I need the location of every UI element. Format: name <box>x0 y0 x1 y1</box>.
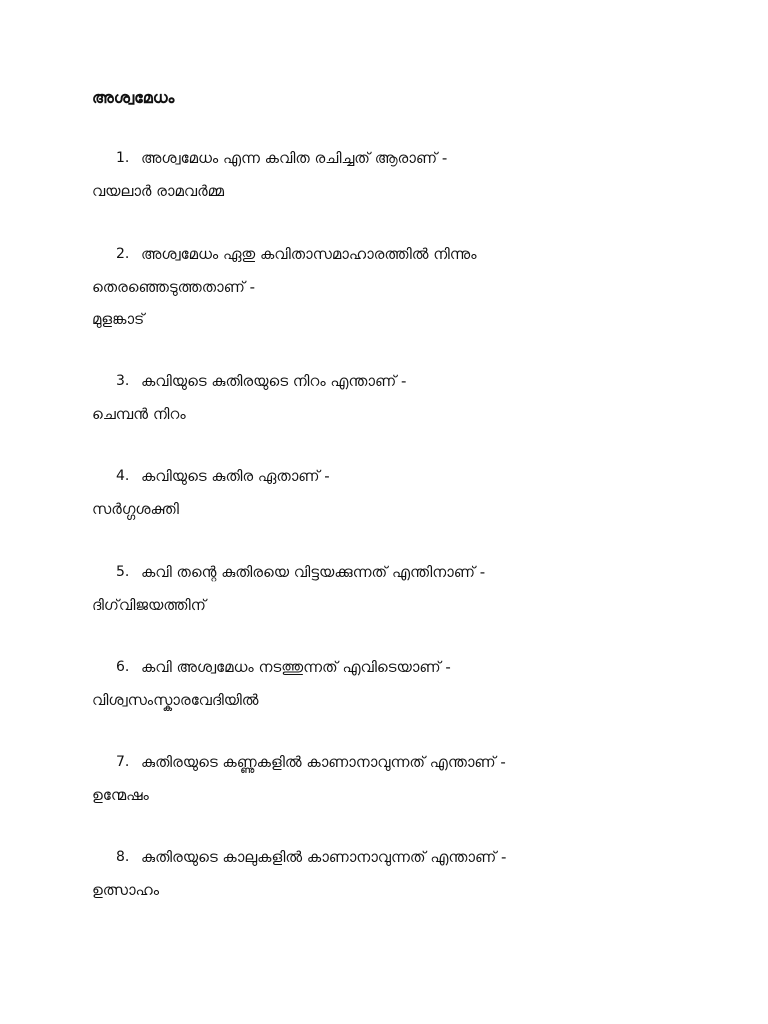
answer-text: ഉന്മേഷം <box>92 786 149 804</box>
question-text: കവിയുടെ കുതിര ഏതാണ് - <box>141 467 330 485</box>
question-text: കവിയുടെ കുതിരയുടെ നിറം എന്താണ് - <box>141 372 407 390</box>
question-text: അശ്വമേധം എന്ന കവിത രചിച്ചത് ആരാണ് - <box>141 149 448 167</box>
question-text: കുതിരയുടെ കണ്ണുകളിൽ കാണാനാവുന്നത് എന്താണ് - <box>141 753 506 771</box>
question-text: കവി അശ്വമേധം നടത്തുന്നത് എവിടെയാണ് - <box>141 658 451 676</box>
question-line <box>0 143 768 175</box>
question-line <box>0 747 768 779</box>
question-line <box>0 557 768 589</box>
question-text: അശ്വമേധം ഏതു കവിതാസമാഹാരത്തിൽ നിന്നും <box>141 245 477 263</box>
answer-text: ഉത്സാഹം <box>92 881 160 899</box>
answer-text: മുളങ്കാട് <box>92 310 145 328</box>
question-item-3 <box>0 366 768 430</box>
question-item-7 <box>0 747 768 811</box>
answer-text: സർഗ്ഗശക്തി <box>92 500 179 518</box>
question-text: കവി തന്റെ കുതിരയെ വിട്ടയക്കുന്നത് എന്തിനാണ് - <box>141 563 486 581</box>
question-number: 5. <box>116 564 130 580</box>
question-item-2 <box>0 239 768 335</box>
question-line <box>0 461 768 493</box>
document-title: അശ്വമേധം <box>92 88 175 107</box>
question-line <box>0 652 768 684</box>
answer-text: വിശ്വസംസ്കാരവേദിയിൽ <box>92 691 259 709</box>
answer-text: ദിഗ്‌വിജയത്തിന് <box>92 596 206 614</box>
question-number: 4. <box>116 468 130 484</box>
question-item-8 <box>0 842 768 906</box>
question-number: 7. <box>116 754 130 770</box>
question-number: 3. <box>116 373 130 389</box>
question-number: 8. <box>116 849 130 865</box>
question-item-6 <box>0 652 768 716</box>
question-item-5 <box>0 557 768 621</box>
question-line <box>0 366 768 398</box>
question-item-1 <box>0 143 768 207</box>
answer-text: ചെമ്പൻ നിറം <box>92 405 186 423</box>
question-text-continued: തെരഞ്ഞെടുത്തതാണ് - <box>92 278 256 296</box>
question-text: കുതിരയുടെ കാലുകളിൽ കാണാനാവുന്നത് എന്താണ് - <box>141 848 507 866</box>
question-line <box>0 842 768 874</box>
question-number: 2. <box>116 246 130 262</box>
question-line <box>0 239 768 271</box>
question-number: 6. <box>116 659 130 675</box>
question-number: 1. <box>116 150 130 166</box>
answer-text: വയലാർ രാമവർമ്മ <box>92 182 224 200</box>
question-item-4 <box>0 461 768 525</box>
